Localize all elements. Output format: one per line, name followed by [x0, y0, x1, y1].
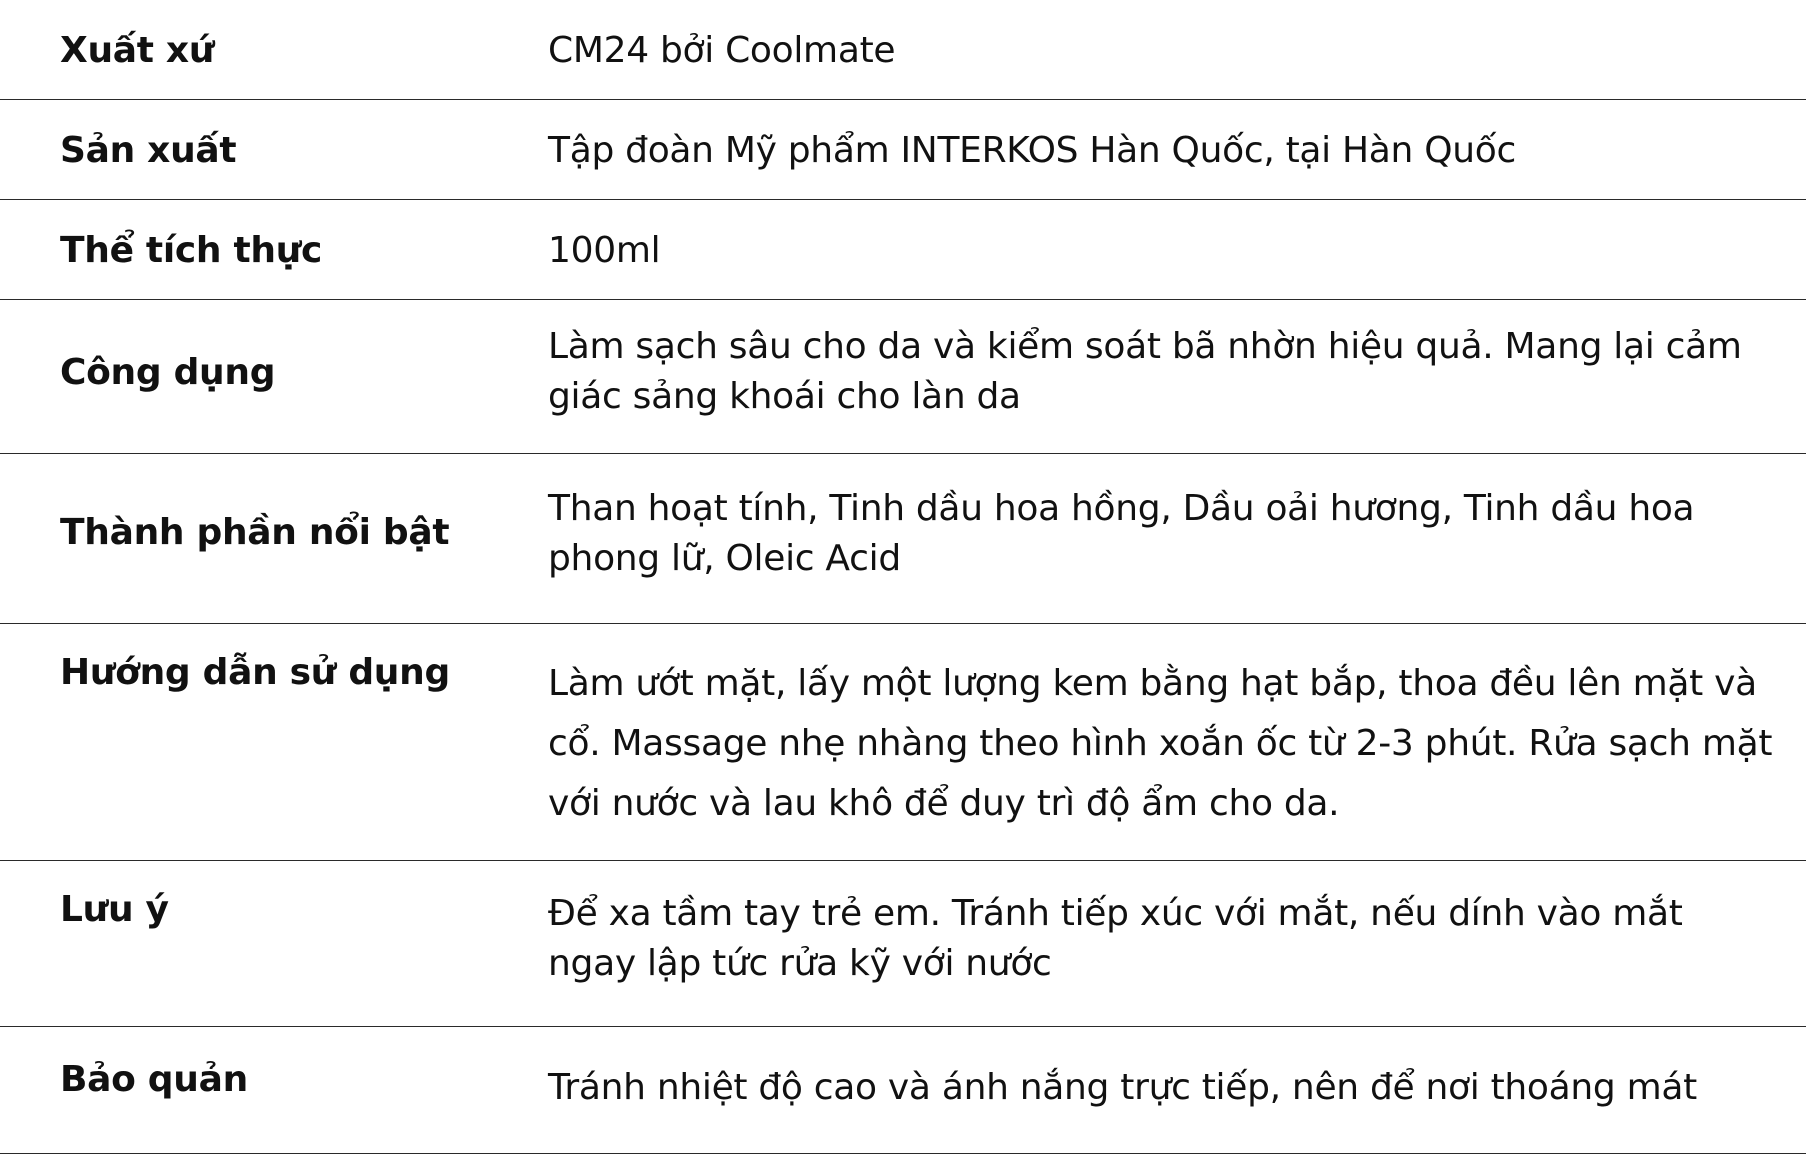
spec-row-storage [0, 1027, 1806, 1154]
spec-row-ingredients [0, 454, 1806, 624]
spec-row-usage [0, 624, 1806, 861]
spec-label: Thể tích thực [60, 230, 323, 271]
spec-value: Tránh nhiệt độ cao và ánh nắng trực tiếp, nên để nơi thoáng mát [548, 1067, 1697, 1108]
spec-value: Làm ướt mặt, lấy một lượng kem bằng hạt bắp, thoa đều lên mặt và cổ. Massage nhẹ nhàng theo hình xoắn ốc từ 2-3 phút. Rửa sạch mặt với nước và lau khô để duy trì độ ẩm cho da. [548, 663, 1773, 824]
spec-value: Để xa tầm tay trẻ em. Tránh tiếp xúc với mắt, nếu dính vào mắt ngay lập tức rửa kỹ với nước [548, 893, 1683, 984]
spec-row-volume [0, 200, 1806, 300]
spec-row-warning [0, 861, 1806, 1027]
spec-label: Hướng dẫn sử dụng [60, 652, 450, 693]
spec-value: Than hoạt tính, Tinh dầu hoa hồng, Dầu oải hương, Tinh dầu hoa phong lữ, Oleic Acid [548, 488, 1695, 579]
spec-row-manufacturer [0, 100, 1806, 200]
spec-label: Sản xuất [60, 130, 237, 171]
spec-value: Làm sạch sâu cho da và kiểm soát bã nhờn hiệu quả. Mang lại cảm giác sảng khoái cho làn da [548, 326, 1742, 417]
spec-row-origin [0, 0, 1806, 100]
spec-row-benefits [0, 300, 1806, 454]
spec-label: Lưu ý [60, 889, 169, 930]
spec-value: 100ml [548, 230, 661, 271]
spec-label: Xuất xứ [60, 30, 215, 71]
spec-label: Bảo quản [60, 1059, 248, 1100]
spec-label: Công dụng [60, 352, 276, 393]
spec-value: Tập đoàn Mỹ phẩm INTERKOS Hàn Quốc, tại Hàn Quốc [548, 130, 1516, 171]
spec-label: Thành phần nổi bật [60, 512, 450, 553]
spec-value: CM24 bởi Coolmate [548, 30, 896, 71]
